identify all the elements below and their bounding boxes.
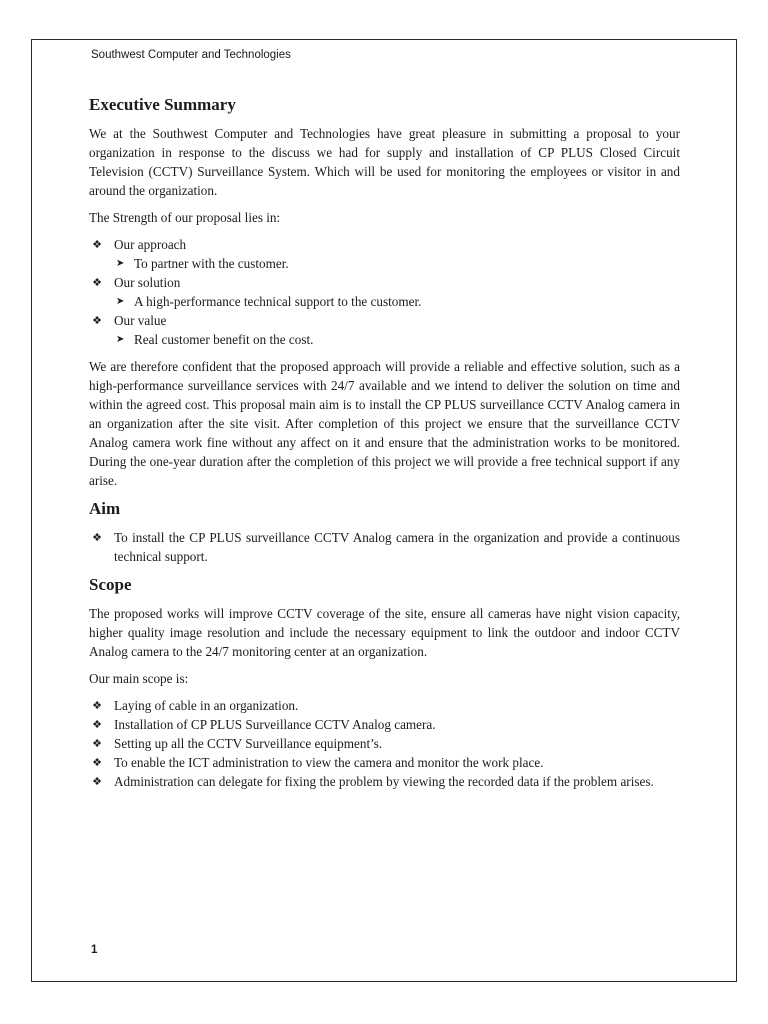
list-item [89,753,680,772]
diamond-bullet-icon: ❖ [92,775,102,788]
list-item [114,330,680,349]
document-body [89,94,680,799]
scope-list [89,696,680,791]
list-item [89,528,680,566]
list-item [89,734,680,753]
scope-intro: The proposed works will improve CCTV coverage of the site, ensure all cameras have night vision capacity, higher quality image resolution and include the necessary equipment to link the outdoor and indoor CCTV Analog camera to the 24/7 monitoring center at an organization. [89,606,680,659]
list-item [89,696,680,715]
scope-item: Installation of CP PLUS Surveillance CCTV Analog camera. [114,717,436,732]
strength-label: Our solution [114,275,181,290]
strength-list [89,235,680,349]
scope-item: To enable the ICT administration to view the camera and monitor the work place. [114,755,544,770]
strength-detail: To partner with the customer. [134,256,289,271]
arrow-bullet-icon: ➤ [116,334,125,345]
diamond-bullet-icon: ❖ [92,238,102,251]
list-item [114,254,680,273]
scope-list-intro: Our main scope is: [89,671,189,686]
diamond-bullet-icon: ❖ [92,276,102,289]
aim-item: To install the CP PLUS surveillance CCTV Analog camera in the organization and provide a continuous technical support. [114,530,680,564]
page-header: Southwest Computer and Technologies [91,49,291,61]
strength-detail: A high-performance technical support to the customer. [134,294,422,309]
scope-item: Laying of cable in an organization. [114,698,299,713]
aim-heading: Aim [89,499,121,518]
list-item [89,715,680,734]
list-item [89,772,680,791]
diamond-bullet-icon: ❖ [92,718,102,731]
strength-sublist [114,254,680,273]
confidence-paragraph: We are therefore confident that the proposed approach will provide a reliable and effective solution, such as a high-performance surveillance services with 24/7 available and we intend to deliver the solution on time and within the agreed cost. This proposal main aim is to install the CP PLUS surveillance CCTV Analog camera in an organization after the site visit. After completion of this project we ensure that the surveillance CCTV Analog camera work fine without any affect on it and ensure that the administration works to be monitored. During the one-year duration after the completion of this project we will provide a free technical support if any arise. [89,359,680,488]
scope-item: Administration can delegate for fixing the problem by viewing the recorded data if the problem arises. [114,774,654,789]
strength-sublist [114,292,680,311]
list-item [114,292,680,311]
strength-sublist [114,330,680,349]
diamond-bullet-icon: ❖ [92,531,102,544]
page-number: 1 [91,944,98,956]
list-item [89,235,680,273]
arrow-bullet-icon: ➤ [116,258,125,269]
strength-label: Our value [114,313,167,328]
list-item [89,311,680,349]
strength-label: Our approach [114,237,187,252]
diamond-bullet-icon: ❖ [92,737,102,750]
scope-heading: Scope [89,575,132,594]
list-item [89,273,680,311]
diamond-bullet-icon: ❖ [92,314,102,327]
diamond-bullet-icon: ❖ [92,699,102,712]
executive-summary-intro: We at the Southwest Computer and Technologies have great pleasure in submitting a proposal to your organization in response to the discuss we had for supply and installation of CP PLUS Closed Circuit Television (CCTV) Surveillance System. Which will be used for monitoring the employees or visitor in and around the organization. [89,126,680,198]
aim-list [89,528,680,566]
strength-detail: Real customer benefit on the cost. [134,332,314,347]
arrow-bullet-icon: ➤ [116,296,125,307]
strength-intro: The Strength of our proposal lies in: [89,210,281,225]
document-page [31,39,737,982]
scope-item: Setting up all the CCTV Surveillance equipment’s. [114,736,383,751]
executive-summary-heading: Executive Summary [89,95,236,114]
diamond-bullet-icon: ❖ [92,756,102,769]
